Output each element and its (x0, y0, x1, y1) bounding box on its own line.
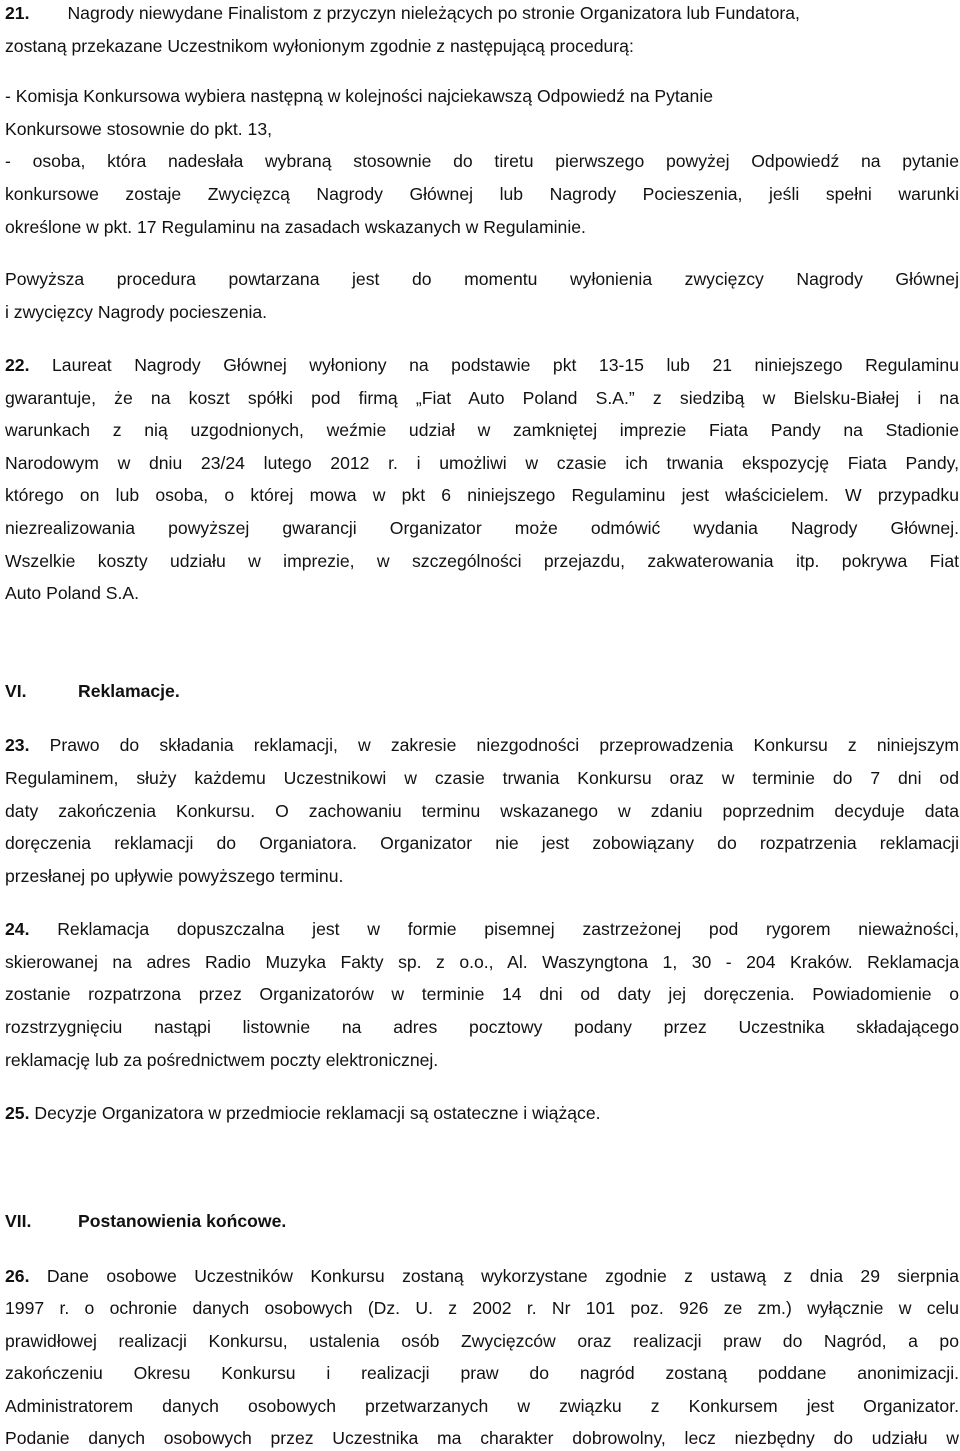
paragraph-21-line-4: Konkursowe stosownie do pkt. 13, (5, 119, 272, 139)
paragraph-21-line-5: - osoba, która nadesłała wybraną stosownie do tiretu pierwszego powyżej Odpowiedź na pytanie (5, 151, 959, 171)
paragraph-24-line-5: reklamację lub za pośrednictwem poczty elektronicznej. (5, 1050, 439, 1070)
paragraph-21-line-2: zostaną przekazane Uczestnikom wyłonionym zgodnie z następującą procedurą: (5, 36, 634, 56)
paragraph-number: 22. (5, 355, 30, 375)
paragraph-number: 23. (5, 735, 30, 755)
section-number: VII. (5, 1211, 32, 1231)
paragraph-text: Dane osobowe Uczestników Konkursu zostaną wykorzystane zgodnie z ustawą z dnia 29 sierpnia (46, 1266, 959, 1286)
paragraph-24-line-4: rozstrzygnięciu nastąpi listownie na adres pocztowy podany przez Uczestnika składającego (5, 1017, 959, 1037)
paragraph-22-line-1 (5, 354, 959, 378)
paragraph-24-line-2: skierowanej na adres Radio Muzyka Fakty sp. z o.o., Al. Waszyngtona 1, 30 - 204 Kraków. Reklamacja (5, 952, 959, 972)
section-title: Reklamacje. (78, 681, 180, 701)
paragraph-22-line-4: Narodowym w dniu 23/24 lutego 2012 r. i umożliwi w czasie ich trwania ekspozycję Fiata Pandy, (5, 453, 959, 473)
paragraph-21-line-9: i zwycięzcy Nagrody pocieszenia. (5, 302, 268, 322)
paragraph-text: Decyzje Organizatora w przedmiocie reklamacji są ostateczne i wiążące. (34, 1103, 601, 1123)
paragraph-22-line-3: warunkach z nią uzgodnionych, weźmie udział w zamkniętej imprezie Fiata Pandy na Stadionie (5, 420, 959, 440)
paragraph-26-line-2: 1997 r. o ochronie danych osobowych (Dz. U. z 2002 r. Nr 101 poz. 926 ze zm.) wyłącznie w celu (5, 1298, 959, 1318)
paragraph-text: Laureat Nagrody Głównej wyłoniony na podstawie pkt 13-15 lub 21 niniejszego Regulaminu (52, 355, 959, 375)
paragraph-23-line-4: doręczenia reklamacji do Organiatora. Organizator nie jest zobowiązany do rozpatrzenia reklamacji (5, 833, 959, 853)
paragraph-26-line-4: zakończeniu Okresu Konkursu i realizacji praw do nagród zostaną poddane anonimizacji. (5, 1363, 959, 1383)
paragraph-21-line-1 (5, 2, 800, 26)
paragraph-number: 21. (5, 3, 30, 23)
paragraph-23-line-2: Regulaminem, służy każdemu Uczestnikowi w czasie trwania Konkursu oraz w terminie do 7 dni od (5, 768, 959, 788)
paragraph-number: 26. (5, 1266, 30, 1286)
paragraph-26-line-6: Podanie danych osobowych przez Uczestnika ma charakter dobrowolny, lecz niezbędny do udziału w (5, 1428, 959, 1448)
paragraph-text: Reklamacja dopuszczalna jest w formie pisemnej zastrzeżonej pod rygorem nieważności, (57, 919, 959, 939)
paragraph-22-line-5: którego on lub osoba, o której mowa w pkt 6 niniejszego Regulaminu jest właścicielem. W przypadku (5, 485, 959, 505)
section-title: Postanowienia końcowe. (78, 1211, 287, 1231)
section-heading-reklamacje (5, 680, 180, 702)
paragraph-22-line-6: niezrealizowania powyższej gwarancji Organizator może odmówić wydania Nagrody Głównej. (5, 518, 959, 538)
paragraph-number: 24. (5, 919, 30, 939)
paragraph-text: Prawo do składania reklamacji, w zakresie niezgodności przeprowadzenia Konkursu z niniejszym (49, 735, 959, 755)
paragraph-21-line-7: określone w pkt. 17 Regulaminu na zasadach wskazanych w Regulaminie. (5, 217, 586, 237)
section-number: VI. (5, 681, 27, 701)
paragraph-23-line-3: daty zakończenia Konkursu. O zachowaniu terminu wskazanego w zdaniu poprzednim decyduje data (5, 801, 959, 821)
paragraph-26-line-3: prawidłowej realizacji Konkursu, ustalenia osób Zwycięzców oraz realizacji praw do Nagród, a po (5, 1331, 959, 1351)
paragraph-21-line-6: konkursowe zostaje Zwycięzcą Nagrody Głównej lub Nagrody Pocieszenia, jeśli spełni warunki (5, 184, 959, 204)
paragraph-21-line-8: Powyższa procedura powtarzana jest do momentu wyłonienia zwycięzcy Nagrody Głównej (5, 269, 959, 289)
paragraph-text: Nagrody niewydane Finalistom z przyczyn nieleżących po stronie Organizatora lub Fundatora, (67, 3, 800, 23)
paragraph-22-line-7: Wszelkie koszty udziału w imprezie, w szczególności przejazdu, zakwaterowania itp. pokrywa Fiat (5, 551, 959, 571)
paragraph-23-line-5: przesłanej po upływie powyższego terminu. (5, 866, 344, 886)
paragraph-26-line-5: Administratorem danych osobowych przetwarzanych w związku z Konkursem jest Organizator. (5, 1396, 959, 1416)
paragraph-25 (5, 1102, 601, 1126)
section-heading-postanowienia-koncowe (5, 1210, 286, 1232)
paragraph-number: 25. (5, 1103, 30, 1123)
paragraph-24-line-1 (5, 918, 959, 942)
paragraph-26-line-1 (5, 1265, 959, 1289)
paragraph-21-line-3: - Komisja Konkursowa wybiera następną w kolejności najciekawszą Odpowiedź na Pytanie (5, 86, 714, 106)
paragraph-24-line-3: zostanie rozpatrzona przez Organizatorów w terminie 14 dni od daty jej doręczenia. Powiadomienie o (5, 984, 959, 1004)
paragraph-22-line-8: Auto Poland S.A. (5, 583, 139, 603)
paragraph-23-line-1 (5, 734, 959, 758)
paragraph-22-line-2: gwarantuje, że na koszt spółki pod firmą „Fiat Auto Poland S.A.” z siedzibą w Bielsku-Białej i na (5, 388, 959, 408)
